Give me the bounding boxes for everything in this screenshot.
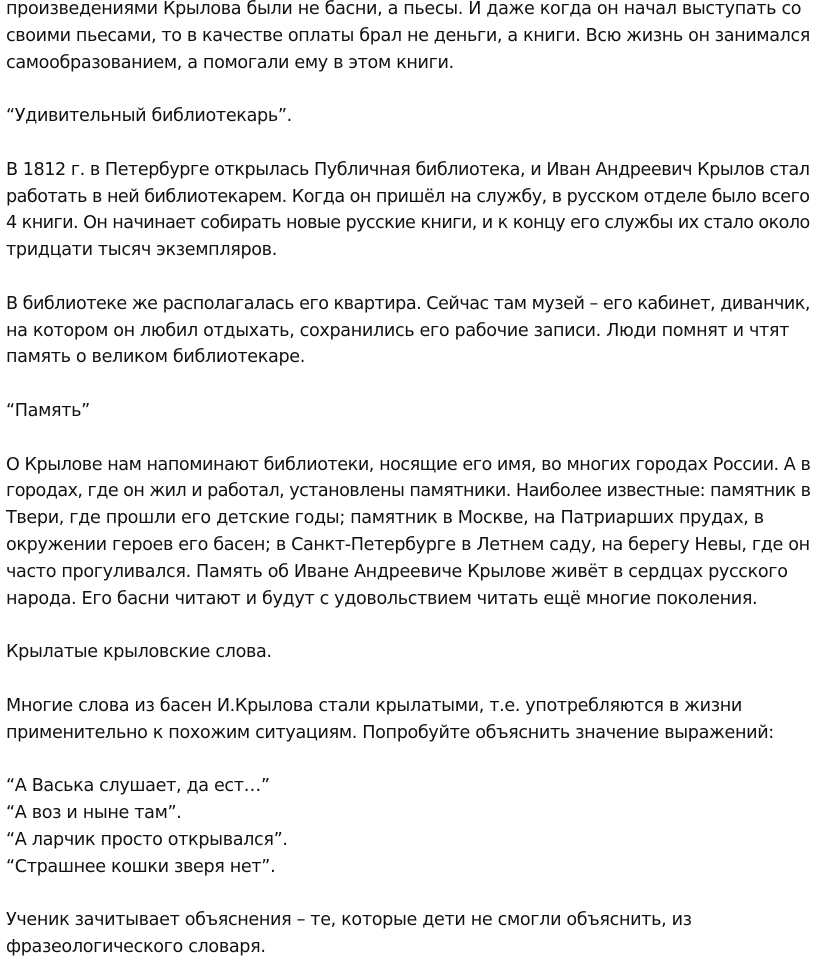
text-line: применительно к похожим ситуациям. Попробуйте объяснить значение выражений: (6, 722, 774, 743)
paragraph-public-library (6, 157, 810, 264)
quote-item: “А Васька слушает, да ест…” (6, 776, 270, 797)
paragraph-spacer (6, 612, 810, 639)
paragraph-spacer (6, 425, 810, 452)
text-line: О Крылове нам напоминают библиотеки, носящие его имя, во многих городах России. А в (6, 454, 811, 475)
paragraph-spacer (6, 880, 810, 907)
paragraph-spacer (6, 76, 810, 103)
section-heading-winged-words: Крылатые крыловские слова. (6, 642, 272, 663)
paragraph-spacer (6, 666, 810, 693)
text-line: на котором он любил отдыхать, сохранились его рабочие записи. Люди помнят и чтят (6, 320, 790, 341)
paragraph-spacer (6, 746, 810, 773)
text-line: тридцати тысяч экземпляров. (6, 240, 277, 261)
paragraph-spacer (6, 130, 810, 157)
text-line: окружении героев его басен; в Санкт-Петербурге в Летнем саду, на берегу Невы, где он (6, 534, 810, 555)
text-line: В 1812 г. в Петербурге открылась Публичная библиотека, и Иван Андреевич Крылов стал (6, 159, 810, 180)
quote-item: “А воз и ныне там”. (6, 802, 182, 823)
paragraph-krylov-plays (6, 0, 810, 76)
quote-item: “Страшнее кошки зверя нет”. (6, 856, 276, 877)
text-line: работать в ней библиотекарем. Когда он пришёл на службу, в русском отделе было всего (6, 186, 810, 207)
text-line: память о великом библиотекаре. (6, 347, 305, 368)
text-line: самообразованием, а помогали ему в этом книги. (6, 52, 454, 73)
text-line: 4 книги. Он начинает собирать новые русские книги, и к концу его службы их стало около (6, 213, 810, 234)
text-line: произведениями Крылова были не басни, а пьесы. И даже когда он начал выступать со (6, 0, 802, 19)
text-line: народа. Его басни читают и будут с удовольствием читать ещё многие поколения. (6, 588, 758, 609)
text-line: городах, где он жил и работал, установлены памятники. Наиболее известные: памятник в (6, 481, 811, 502)
paragraph-student-task (6, 907, 810, 961)
text-line: своими пьесами, то в качестве оплаты брал не деньги, а книги. Всю жизнь он занимался (6, 25, 810, 46)
quote-item: “А ларчик просто открывался”. (6, 829, 288, 850)
paragraph-apartment-museum (6, 291, 810, 371)
section-heading-memory: “Память” (6, 400, 90, 421)
paragraph-monuments (6, 452, 810, 613)
text-line: В библиотеке же располагалась его квартира. Сейчас там музей – его кабинет, диванчик, (6, 293, 811, 314)
paragraph-winged-words-intro (6, 693, 810, 747)
text-line: Многие слова из басен И.Крылова стали крылатыми, т.е. употребляются в жизни (6, 695, 742, 716)
paragraph-spacer (6, 371, 810, 398)
quotes-list (6, 773, 810, 880)
text-line: фразеологического словаря. (6, 936, 266, 957)
section-heading-librarian: “Удивительный библиотекарь”. (6, 106, 292, 127)
paragraph-spacer (6, 264, 810, 291)
text-line: Твери, где прошли его детские годы; памятник в Москве, на Патриарших прудах, в (6, 508, 764, 529)
text-line: часто прогуливался. Память об Иване Андреевиче Крылове живёт в сердцах русского (6, 561, 788, 582)
text-line: Ученик зачитывает объяснения – те, которые дети не смогли объяснить, из (6, 910, 692, 931)
